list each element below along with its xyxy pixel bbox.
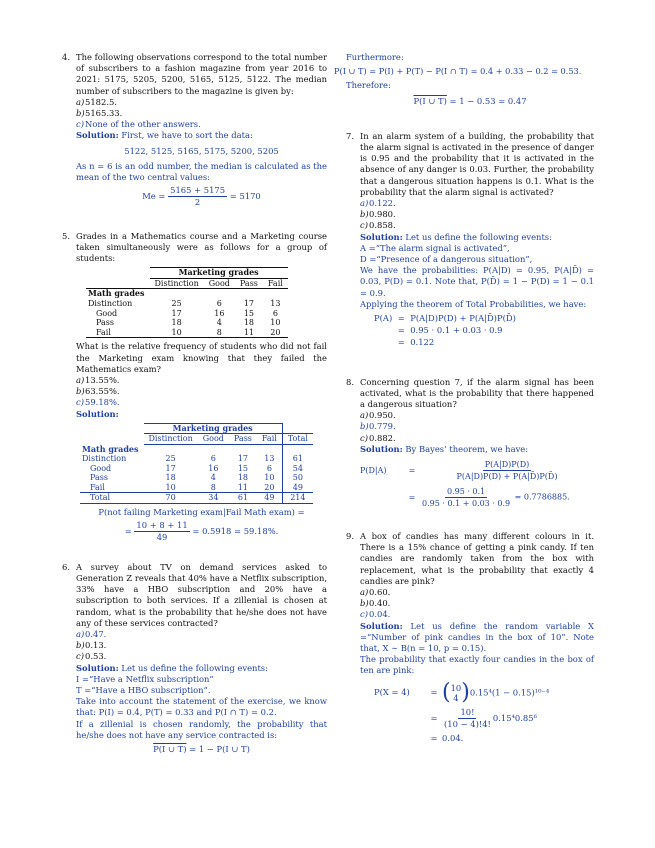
question-text: Grades in a Mathematics course and a Marketing course taken simultaneously were as follows for a group of students: xyxy=(76,230,327,264)
options-list xyxy=(360,198,594,232)
table-row: Distinction 25 6 17 13 61 xyxy=(80,454,313,464)
solution: Solution: Let us define the following events: A =“The alarm signal is activated”, D =“Presence of a dangerous situation”, We have the probabilities: P(A|D) = 0.95, P(A|D̄) = 0.03, P(D) = 0.1. Note that, P(D̄) = 1 − P(D) = 1 − 0.1 = 0.9. Applying the theorem of Total Probabilities, we have: P(A) = P(A|D)P(D) + P(A|D̄)P(D̄) = 0.95 · 0.1 + 0.03 · 0.9 = 0.122 xyxy=(360,231,594,348)
option: c) 0.858. xyxy=(360,220,396,231)
event-A: A =“The alarm signal is activated”, xyxy=(360,242,510,253)
right-column xyxy=(334,52,594,744)
q6-continuation xyxy=(334,52,594,107)
final-formula: P(I ∪ T) = 1 − 0.53 = 0.47 xyxy=(413,95,527,106)
exact-note: The probability that exactly four candies in the box of ten are pink: xyxy=(360,654,594,676)
sorted-data: 5122, 5125, 5165, 5175, 5200, 5205 xyxy=(124,145,279,156)
table-row: Good 17 16 15 6 54 xyxy=(80,464,313,474)
option: b) 0.40. xyxy=(360,598,391,609)
question-prompt: What is the relative frequency of students who did not fail the Marketing exam knowing that they failed the Mathematics exam? xyxy=(76,341,327,374)
option: b) 0.980. xyxy=(360,209,396,220)
given-probs: We have the probabilities: P(A|D) = 0.95, P(A|D̄) = 0.03, P(D) = 0.1. Note that, P(D̄) = 1 − P(D) = 1 − 0.1 = 0.9. xyxy=(360,265,594,298)
conditional-prob: P(not failing Marketing exam|Fail Math exam) = xyxy=(98,507,305,518)
solution: Solution: By Bayes’ theorem, we have: P(D|A) = $\frac{P(A|D)P(D)}{P(A|D)P(D) + P(A|D̄)P(D̄)}$ = $\frac{0.95 \cdot 0.1}{0.95 \cdot 0.1 + 0.03 \cdot 0.9}$ = 0.7786885. xyxy=(360,444,594,509)
option-correct: b) 0.779. xyxy=(360,421,396,432)
question-number: 5. xyxy=(62,230,70,241)
option: b) 0.13. xyxy=(76,640,107,651)
question-7 xyxy=(346,131,594,349)
solution: Solution: Let us define the following events: I =“Have a Netflix subscription” T =“Have a HBO subscription”. Take into account the statement of the exercise, we know that: P(I) = 0.4, P(T) = 0.33 and P(I ∩ T) = 0.2. If a zillenial is chosen randomly, the probability that he/she does not have any service contracted is: P(I ∪ T) = 1 − P(I ∪ T) xyxy=(76,662,327,754)
random-note: If a zillenial is chosen randomly, the probability that he/she does not have any service contracted is: xyxy=(76,718,327,740)
options-list xyxy=(76,629,327,663)
option: a) 0.60. xyxy=(360,586,391,597)
solution: Solution: First, we have to sort the data: 5122, 5125, 5165, 5175, 5200, 5205 As n = 6 is an odd number, the median is calculated as the mean of the two central values: Me = $\frac{5165 + 5175}{2}$ = 5170 xyxy=(76,130,327,208)
binomial-derivation: P(X = 4) = ( 10 4 ) 0.15⁴(1 − 0.15)¹⁰⁻⁴ = $\frac{10!}{(10 - 4)!4!}$ 0.15⁴0.85⁶ = 0.04. xyxy=(374,679,550,743)
solution-label: Solution: xyxy=(76,408,119,419)
question-6 xyxy=(62,562,327,755)
option: a) 0.950. xyxy=(360,410,396,421)
option: b) 5165.33. xyxy=(76,108,123,119)
table-row: Fail 10 8 11 20 xyxy=(86,328,288,338)
option-correct: a) 0.47. xyxy=(76,628,107,639)
question-text: The following observations correspond to the total number of subscribers to a fashion magazine from year 2016 to 2021: 5175, 5205, 5200, 5165, 5125, 5122. The median number of subscribers to the magazine is given by: xyxy=(76,52,327,96)
options-list xyxy=(76,375,327,409)
question-text: In an alarm system of a building, the probability that the alarm signal is activated in the presence of danger is 0.95 and the probability that it is activated in the absence of any danger is 0.03. Further, the probability that a dangerous situation happens is 0.1. What is the probability that the alarm signal is activated? xyxy=(360,130,594,197)
left-column xyxy=(62,52,327,755)
solution-table: Marketing grades Distinction Good Pass Fail Total Math grades Distinction 25 6 17 13 61 Good 17 16 15 6 54 Pass 18 4 18 10 50 Fail 10 8 11 20 49 Total 70 34 61 49 214 xyxy=(80,423,313,504)
total-row: Total 70 34 61 49 214 xyxy=(80,493,313,504)
question-number: 7. xyxy=(346,130,354,141)
table-row: Distinction 25 6 17 13 xyxy=(88,299,281,309)
median-note: As n = 6 is an odd number, the median is calculated as the mean of the two central values: xyxy=(76,160,327,183)
conditional-calc: = $\frac{10 + 8 + 11}{49}$ = 0.5918 = 59.18%. xyxy=(124,520,279,543)
event-D: D =“Presence of a dangerous situation”, xyxy=(360,254,533,265)
question-9 xyxy=(346,531,594,744)
question-4 xyxy=(62,52,327,209)
option-correct: c) 59.18%. xyxy=(76,397,120,408)
event-T: T =“Have a HBO subscription”. xyxy=(76,684,211,695)
option: a) 13.55%. xyxy=(76,375,120,386)
option-correct: c) 0.04. xyxy=(360,609,391,620)
total-prob-derivation: P(A) = P(A|D)P(D) + P(A|D̄)P(D̄) = 0.95 · 0.1 + 0.03 · 0.9 = 0.122 xyxy=(374,313,516,348)
question-number: 6. xyxy=(62,561,70,572)
option-correct: a) 0.122. xyxy=(360,198,396,209)
option: b) 63.55%. xyxy=(76,386,120,397)
median-formula: Me = $\frac{5165 + 5175}{2}$ = 5170 xyxy=(142,185,261,208)
table-row: Fail 10 8 11 20 49 xyxy=(80,483,313,493)
question-text: A survey about TV on demand services asked to Generation Z reveals that 40% have a Netflix subscription, 33% have a HBO subscription and 20% have a subscription to both services. If a zillenial is chosen at random, what is the probability that he/she does not have any of these services contracted? xyxy=(76,561,327,628)
table-row: Good 17 16 15 6 xyxy=(96,308,278,318)
option: c) 0.882. xyxy=(360,432,396,443)
grades-table: Marketing grades Distinction Good Pass Fail Math grades Distinction 25 6 17 13 Good 17 16 15 6 Pass 18 4 18 10 Fail 10 8 11 20 xyxy=(86,267,288,338)
solution: Solution: Let us define the random variable X =“Number of pink candies in the box of 10”. Note that, X ∼ B(n = 10, p = 0.15). The probability that exactly four candies in the box of ten are pink: P(X = 4) = ( 10 4 ) 0.15⁴(1 − 0.15)¹⁰⁻⁴ = $\frac{10!}{(10 - 4)!4!}$ 0.15⁴0.85⁶ = 0.04. xyxy=(360,620,594,743)
option-correct: c) None of the other answers. xyxy=(76,119,201,130)
given-probs: Take into account the statement of the exercise, we know that: P(I) = 0.4, P(T) = 0.33 and P(I ∩ T) = 0.2. xyxy=(76,696,327,718)
question-text: Concerning question 7, if the alarm signal has been activated, what is the probability that there happened a dangerous situation? xyxy=(360,376,594,410)
question-text: A box of candies has many different colours in it. There is a 15% chance of getting a pink candy. If ten candies are randomly taken from the box with replacement, what is the probability that exactly 4 candies are pink? xyxy=(360,530,594,586)
question-number: 4. xyxy=(62,52,70,62)
union-formula: P(I ∪ T) = P(I) + P(T) − P(I ∩ T) = 0.4 + 0.33 − 0.2 = 0.53. xyxy=(334,66,582,77)
bayes-derivation: P(D|A) = $\frac{P(A|D)P(D)}{P(A|D)P(D) + P(A|D̄)P(D̄)}$ = $\frac{0.95 \cdot 0.1}{0.95 \cdot 0.1 + 0.03 \cdot 0.9}$ = 0.7786885. xyxy=(360,460,570,508)
table-row: Pass 18 4 18 10 50 xyxy=(80,473,313,483)
question-5 xyxy=(62,231,327,544)
therefore-label: Therefore: xyxy=(346,80,391,91)
options-list xyxy=(76,97,327,131)
table-row: Pass 18 4 18 10 xyxy=(96,318,281,328)
options-list xyxy=(360,410,594,444)
furthermore-label: Furthermore: xyxy=(346,52,404,62)
complement-formula: P(I ∪ T) = 1 − P(I ∪ T) xyxy=(153,743,250,754)
question-8 xyxy=(346,377,594,509)
option: a) 5182.5. xyxy=(76,96,117,107)
theorem-note: Applying the theorem of Total Probabilities, we have: xyxy=(360,298,587,309)
options-list xyxy=(360,587,594,621)
event-I: I =“Have a Netflix subscription” xyxy=(76,673,214,684)
question-number: 9. xyxy=(346,530,354,541)
question-number: 8. xyxy=(346,376,354,387)
option: c) 0.53. xyxy=(76,651,107,662)
